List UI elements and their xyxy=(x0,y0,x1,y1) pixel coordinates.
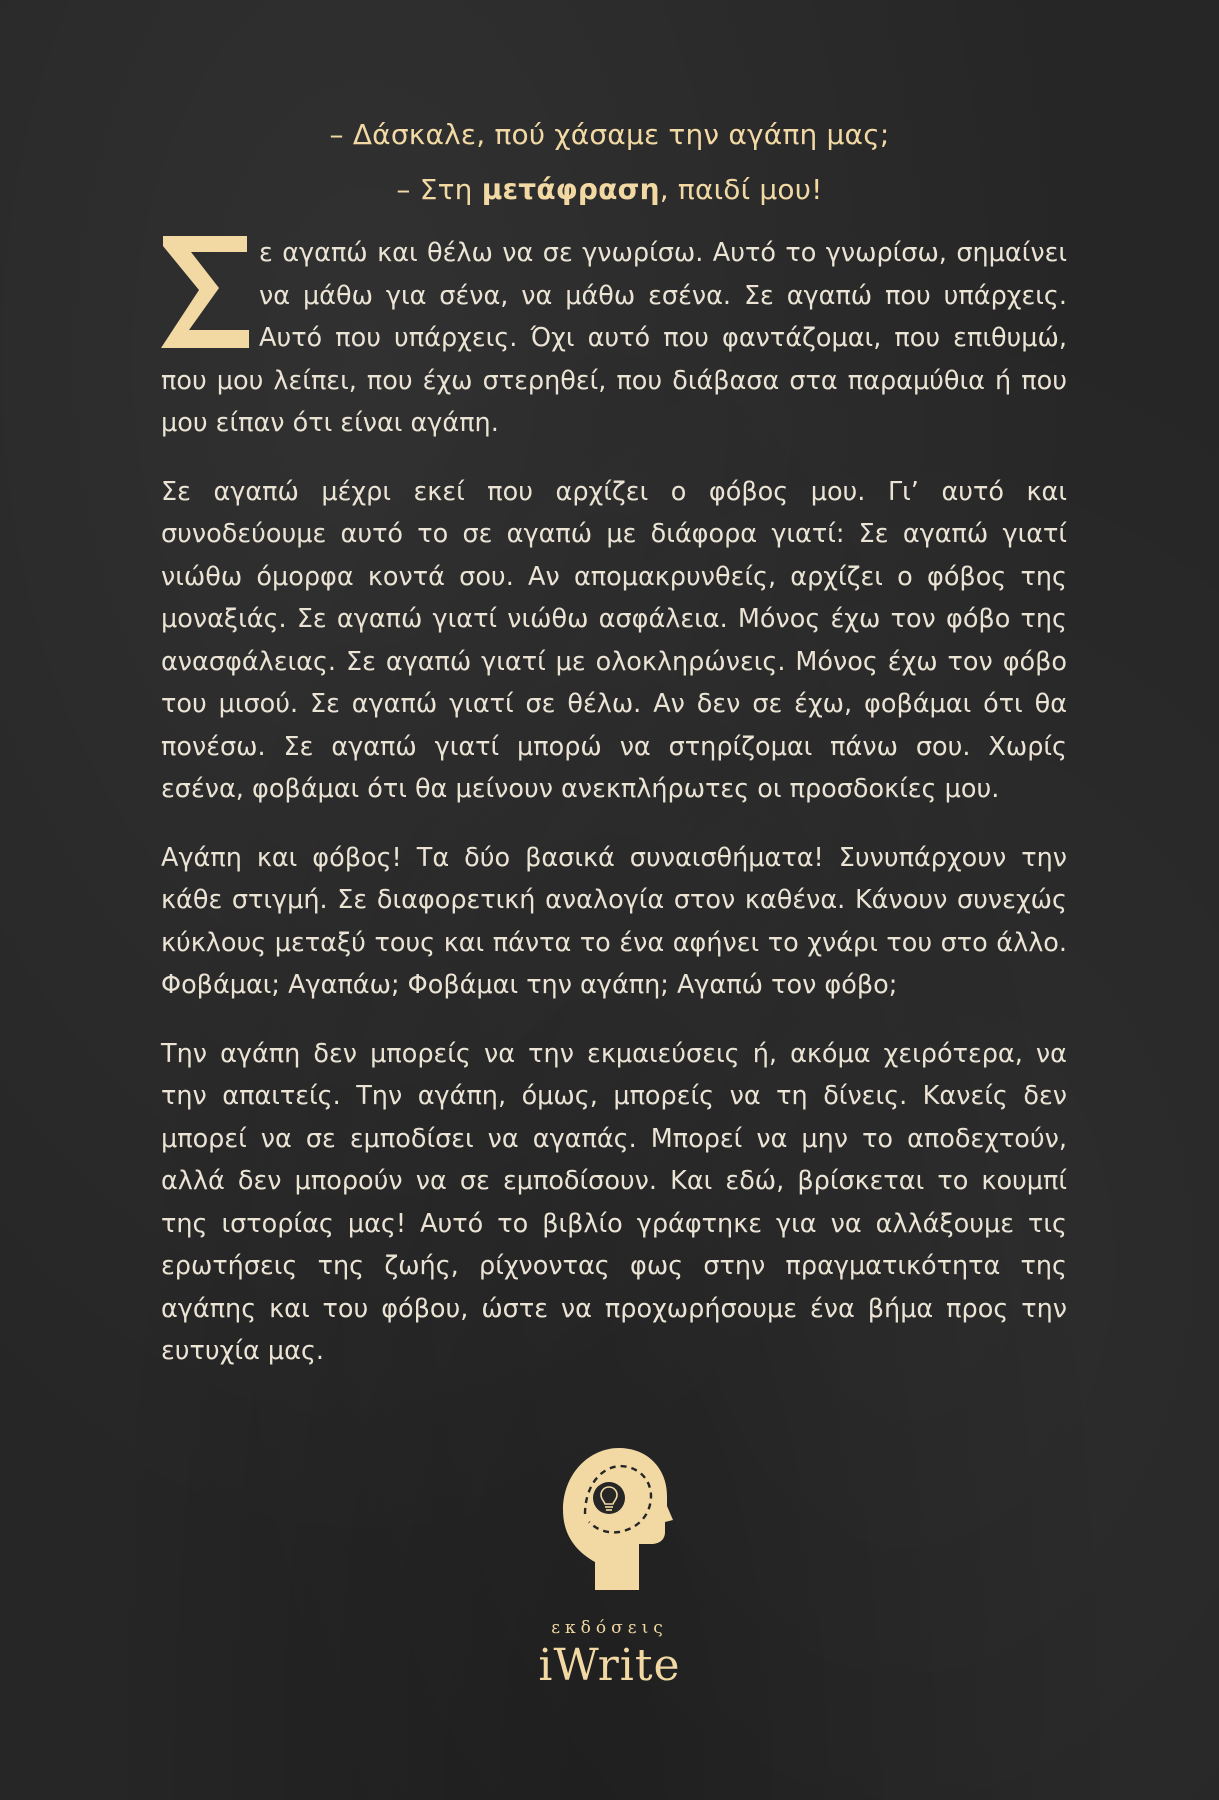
publisher-label: εκδόσεις xyxy=(551,1618,668,1638)
publisher-name: iWrite xyxy=(538,1640,681,1691)
quote-line-1: – Δάσκαλε, πού χάσαμε την αγάπη μας; xyxy=(329,118,890,151)
paragraph-1 xyxy=(161,232,1067,445)
quote-line-2 xyxy=(0,173,1219,206)
paragraph-3: Αγάπη και φόβος! Τα δύο βασικά συναισθήματα! Συνυπάρχουν την κάθε στιγμή. Σε διαφορετική αναλογία στον καθένα. Κάνουν συνεχώς κύκλους μεταξύ τους και πάντα το ένα αφήνει το χνάρι του στο άλλο. Φοβάμαι; Αγαπάω; Φοβάμαι την αγάπη; Αγαπώ τον φόβο; xyxy=(161,842,1067,1000)
dropcap-sigma xyxy=(161,236,251,348)
paragraph-2: Σε αγαπώ μέχρι εκεί που αρχίζει ο φόβος μου. Γι’ αυτό και συνοδεύουμε αυτό το σε αγαπώ με διάφορα γιατί: Σε αγαπώ γιατί νιώθω όμορφα κοντά σου. Αν απομακρυνθείς, αρχίζει ο φόβος της μοναξιάς. Σε αγαπώ γιατί νιώθω ασφάλεια. Μόνος έχω τον φόβο της ανασφάλειας. Σε αγαπώ γιατί με ολοκληρώνεις. Μόνος έχω τον φόβο του μισού. Σε αγαπώ γιατί σε θέλω. Αν δεν σε έχω, φοβάμαι ότι θα πονέσω. Σε αγαπώ γιατί μπορώ να στηρίζομαι πάνω σου. Χωρίς εσένα, φοβάμαι ότι θα μείνουν ανεκπλήρωτες οι προσδοκίες μου. xyxy=(161,476,1067,804)
head-lightbulb-icon xyxy=(555,1440,675,1590)
quote-line-2-suffix: , παιδί μου! xyxy=(659,173,823,206)
paragraph-4: Την αγάπη δεν μπορείς να την εκμαιεύσεις ή, ακόμα χειρότερα, να την απαιτείς. Την αγάπη, όμως, μπορείς να τη δίνεις. Κανείς δεν μπορεί να σε εμποδίσει να αγαπάς. Μπορεί να μην το αποδεχτούν, αλλά δεν μπορούν να σε εμποδίσουν. Και εδώ, βρίσκεται το κουμπί της ιστορίας μας! Αυτό το βιβλίο γράφτηκε για να αλλάξουμε τις ερωτήσεις της ζωής, ρίχνοντας φως στην πραγματικότητα της αγάπης και του φόβου, ώστε να προχωρήσουμε ένα βήμα προς την ευτυχία μας. xyxy=(161,1038,1067,1366)
blurb-text xyxy=(161,232,1067,1399)
quote-line-2-bold: μετάφραση xyxy=(481,173,660,206)
paragraph-1-text: ε αγαπώ και θέλω να σε γνωρίσω. Αυτό το γνωρίσω, σημαίνει να μάθω για σένα, να μάθω εσένα. Σε αγαπώ που υπάρχεις. Αυτό που υπάρχεις. Όχι αυτό που φαντάζομαι, που επιθυμώ, που μου λείπει, που έχω στερηθεί, που διάβασα στα παραμύθια ή που μου είπαν ότι είναι αγάπη. xyxy=(161,238,1067,438)
quote-line-2-prefix: – Στη xyxy=(396,173,482,206)
dropcap-sigma-glyph xyxy=(161,236,251,348)
